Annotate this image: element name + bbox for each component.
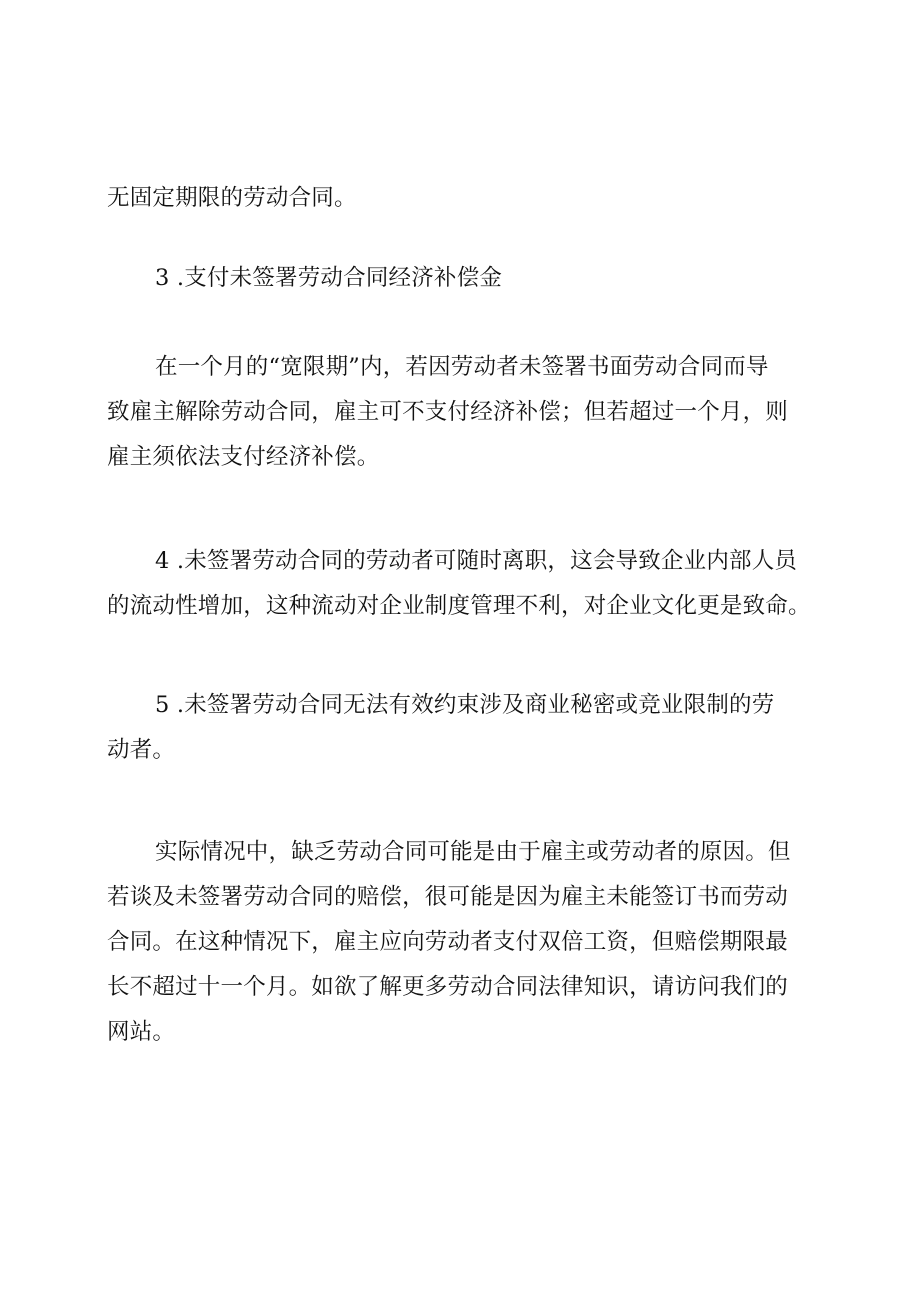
- paragraph-line: 若谈及未签署劳动合同的赔偿，很可能是因为雇主未能签订书而劳动: [107, 884, 789, 910]
- paragraph-item-4: [107, 539, 822, 629]
- section-heading-3: [107, 256, 822, 301]
- paragraph-item-5: [107, 683, 822, 773]
- paragraph-line: 5 .未签署劳动合同无法有效约束涉及商业秘密或竞业限制的劳: [155, 692, 775, 718]
- paragraph-line: 动者。: [107, 737, 176, 763]
- paragraph-line: 在一个月的“宽限期”内，若因劳动者未签署书面劳动合同而导: [155, 354, 769, 380]
- paragraph-line: 致雇主解除劳动合同，雇主可不支付经济补偿；但若超过一个月，则: [107, 399, 789, 425]
- paragraph-conclusion: [107, 830, 822, 1055]
- paragraph-line: 的流动性增加，这种流动对企业制度管理不利，对企业文化更是致命。: [107, 593, 811, 619]
- paragraph-line: 雇主须依法支付经济补偿。: [107, 444, 380, 470]
- paragraph-line: 长不超过十一个月。如欲了解更多劳动合同法律知识，请访问我们的: [107, 974, 789, 1000]
- paragraph-line: 实际情况中，缺乏劳动合同可能是由于雇主或劳动者的原因。但: [155, 839, 791, 865]
- paragraph-line: 合同。在这种情况下，雇主应向劳动者支付双倍工资，但赔偿期限最: [107, 929, 789, 955]
- paragraph-line: 网站。: [107, 1019, 176, 1045]
- paragraph-line: 4 .未签署劳动合同的劳动者可随时离职，这会导致企业内部人员: [155, 548, 798, 574]
- paragraph-line: 3 .支付未签署劳动合同经济补偿金: [155, 265, 503, 291]
- paragraph-line: 无固定期限的劳动合同。: [107, 185, 357, 211]
- paragraph-grace-period: [107, 345, 822, 480]
- paragraph-continuation: [107, 176, 822, 221]
